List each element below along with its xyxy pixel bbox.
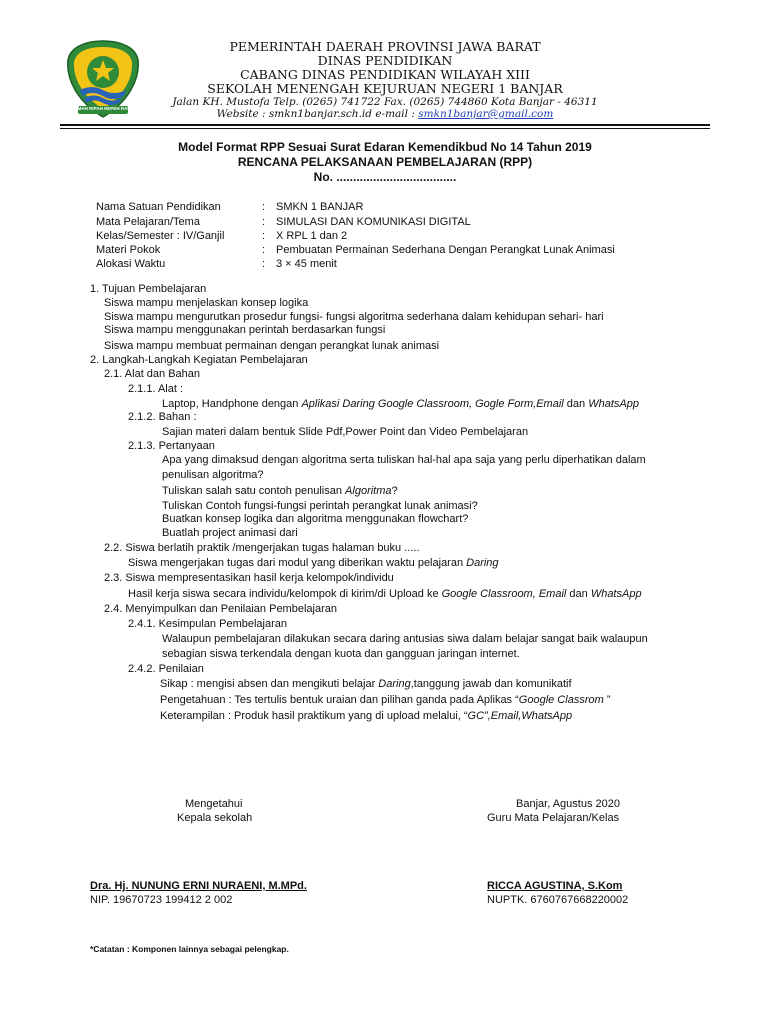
tools-text: [162, 397, 639, 411]
subsection-presentation: 2.3. Siswa mempresentasikan hasil kerja kelompok/individu: [104, 572, 394, 584]
identity-label: Materi Pokok: [96, 244, 161, 256]
header-contact: [150, 108, 620, 120]
presentation-text-apps: Google Classroom, Email: [441, 588, 567, 600]
header-department: DINAS PENDIDIKAN: [317, 53, 453, 68]
header-government: PEMERINTAH DAERAH PROVINSI JAWA BARAT: [229, 39, 541, 54]
identity-sep: :: [262, 216, 266, 228]
tools-text-apps: Aplikasi Daring Google Classroom, Gogle Form,Email: [301, 398, 564, 410]
identity-sep: :: [262, 201, 266, 213]
question-item: [162, 484, 398, 498]
assessment-attitude: [160, 677, 572, 691]
practice-text-daring: Daring: [466, 557, 499, 569]
objective-item: Siswa mampu mengurutkan prosedur fungsi- fungsi algoritma sederhana dalam kehidupan sehari- hari: [104, 311, 604, 323]
signature-left-name: Dra. Hj. NUNUNG ERNI NURAENI, M.MPd.: [90, 880, 307, 892]
website-label: Website : smkn1banjar.sch.id e-mail :: [216, 108, 419, 120]
conclusion-text: Walaupun pembelajaran dilakukan secara daring antusias siwa dalam belajar sangat baik walaupun: [162, 633, 648, 645]
document-subtitle: Model Format RPP Sesuai Surat Edaran Kemendikbud No 14 Tahun 2019: [178, 140, 592, 154]
subsection-questions: 2.1.3. Pertanyaan: [128, 440, 215, 452]
knowledge-app: Google Classrom: [518, 694, 604, 706]
identity-value: 3 × 45 menit: [276, 258, 337, 270]
identity-value: X RPL 1 dan 2: [276, 230, 348, 242]
signature-right-nuptk: NUPTK. 6760767668220002: [487, 894, 629, 906]
section-heading-activities: 2. Langkah-Langkah Kegiatan Pembelajaran: [90, 354, 308, 366]
question-text-italic: Algoritma: [345, 485, 392, 497]
attitude-daring: Daring: [378, 678, 411, 690]
practice-text-plain: Siswa mengerjakan tugas dari modul yang diberikan waktu pelajaran: [128, 557, 467, 569]
assessment-knowledge: [160, 693, 611, 707]
subsection-conclusion: 2.4.1. Kesimpulan Pembelajaran: [128, 618, 287, 630]
header-school: SEKOLAH MENENGAH KEJURUAN NEGERI 1 BANJAR: [207, 81, 563, 96]
knowledge-text: Pengetahuan : Tes tertulis bentuk uraian dan pilihan ganda pada Aplikas “: [160, 694, 519, 706]
objective-item: Siswa mampu menggunakan perintah berdasarkan fungsi: [104, 324, 386, 336]
footnote: *Catatan : Komponen lainnya sebagai pelengkap.: [90, 944, 289, 954]
subsection-tools-materials: 2.1. Alat dan Bahan: [104, 368, 201, 380]
objective-item: Siswa mampu menjelaskan konsep logika: [104, 297, 309, 309]
signature-right-place-date: Banjar, Agustus 2020: [516, 798, 620, 810]
attitude-text: Sikap : mengisi absen dan mengikuti belajar: [160, 678, 379, 690]
assessment-skills: [160, 709, 572, 723]
identity-value: Pembuatan Permainan Sederhana Dengan Perangkat Lunak Animasi: [276, 244, 615, 256]
document-title: RENCANA PELAKSANAAN PEMBELAJARAN (RPP): [237, 155, 533, 169]
knowledge-quote: ”: [603, 694, 611, 706]
subsection-tools: 2.1.1. Alat :: [128, 383, 184, 395]
skills-apps: GC”,Email,WhatsApp: [467, 710, 573, 722]
question-item: Buatkan konsep logika dan algoritma menggunakan flowchart?: [162, 513, 469, 525]
tools-text-and: dan: [563, 398, 589, 410]
section-heading-objectives: 1. Tujuan Pembelajaran: [90, 283, 207, 295]
presentation-text-whatsapp: WhatsApp: [590, 588, 642, 600]
header-rule-thick: [60, 124, 710, 126]
header-branch: CABANG DINAS PENDIDIKAN WILAYAH XIII: [240, 67, 530, 82]
presentation-text-and: dan: [566, 588, 591, 600]
presentation-text-plain: Hasil kerja siswa secara individu/kelompok di kirim/di Upload ke: [128, 588, 442, 600]
identity-label: Alokasi Waktu: [96, 258, 166, 270]
objective-item: Siswa mampu membuat permainan dengan perangkat lunak animasi: [104, 340, 440, 352]
signature-left-role: Kepala sekolah: [177, 812, 253, 824]
materials-text: Sajian materi dalam bentuk Slide Pdf,Power Point dan Video Pembelajaran: [162, 426, 529, 438]
question-item-continued: penulisan algoritma?: [162, 469, 264, 481]
identity-label: Kelas/Semester : IV/Ganjil: [96, 230, 225, 242]
signature-left-acknowledge: Mengetahui: [185, 798, 243, 810]
question-item: Buatlah project animasi dari: [162, 527, 298, 539]
subsection-materials: 2.1.2. Bahan :: [128, 411, 197, 423]
subsection-practice: 2.2. Siswa berlatih praktik /mengerjakan tugas halaman buku .....: [104, 542, 420, 554]
practice-text: [128, 556, 499, 570]
conclusion-text-continued: sebagian siswa terkendala dengan kuota dan gangguan jaringan internet.: [162, 648, 520, 660]
identity-sep: :: [262, 244, 266, 256]
question-text: Tuliskan salah satu contoh penulisan: [162, 485, 346, 497]
identity-sep: :: [262, 230, 266, 242]
identity-label: Mata Pelajaran/Tema: [96, 216, 200, 228]
skills-text: Keterampilan : Produk hasil praktikum yang di upload melalui, “: [160, 710, 468, 722]
identity-sep: :: [262, 258, 266, 270]
header-rule-thin: [60, 128, 710, 129]
logo-motto: GEMAH RIPAH REPEH RAPIH: [71, 106, 135, 111]
identity-label: Nama Satuan Pendidikan: [96, 201, 221, 213]
header-address: Jalan KH. Mustofa Telp. (0265) 741722 Fax. (0265) 744860 Kota Banjar - 46311: [172, 96, 598, 108]
attitude-text-end: ,tanggung jawab dan komunikatif: [410, 678, 572, 690]
signature-right-name: RICCA AGUSTINA, S.Kom: [487, 880, 623, 892]
email-link[interactable]: smkn1banjar@gmail.com: [418, 108, 554, 120]
subsection-assessment: 2.4.2. Penilaian: [128, 663, 204, 675]
identity-value: SMKN 1 BANJAR: [276, 201, 364, 213]
tools-text-whatsapp: WhatsApp: [588, 398, 639, 410]
question-item: Apa yang dimaksud dengan algoritma serta tuliskan hal-hal apa saja yang perlu diperhatikan dalam: [162, 454, 646, 466]
tools-text-plain: Laptop, Handphone dengan: [162, 398, 302, 410]
subsection-conclusion-assessment: 2.4. Menyimpulkan dan Penilaian Pembelajaran: [104, 603, 337, 615]
signature-left-nip: NIP. 19670723 199412 2 002: [90, 894, 233, 906]
presentation-text: [128, 587, 642, 601]
identity-value: SIMULASI DAN KOMUNIKASI DIGITAL: [276, 216, 471, 228]
signature-right-role: Guru Mata Pelajaran/Kelas: [487, 812, 620, 824]
document-number: No. ....................................: [313, 170, 457, 184]
question-item: Tuliskan Contoh fungsi-fungsi perintah perangkat lunak animasi?: [162, 500, 478, 512]
question-mark: ?: [391, 485, 398, 497]
